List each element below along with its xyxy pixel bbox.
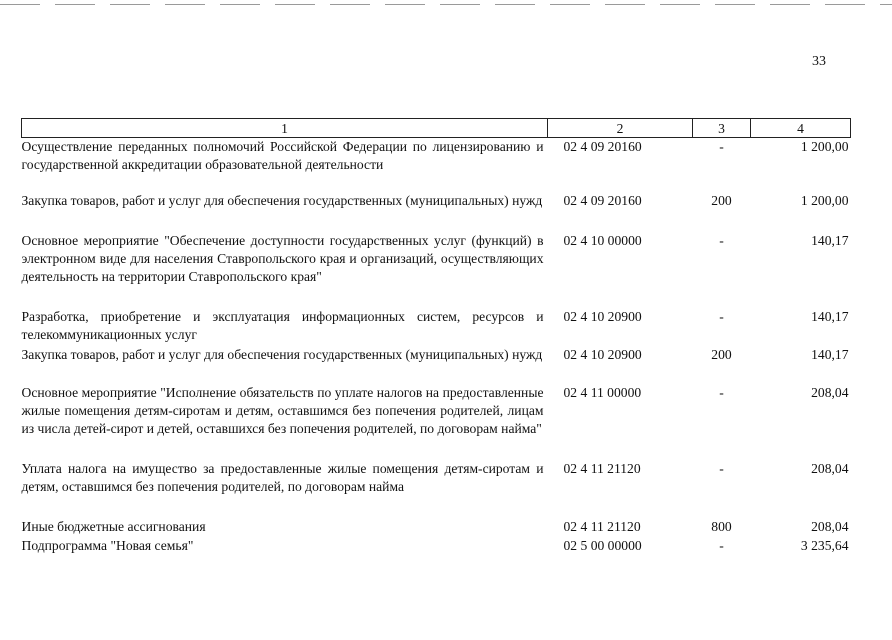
row-code: 02 4 11 21120 [563, 460, 641, 476]
row-code: 02 4 10 20900 [563, 346, 642, 362]
table-spacer-row [22, 500, 851, 518]
budget-table [21, 118, 851, 556]
row-amount: 208,04 [811, 384, 849, 400]
row-name: Осуществление переданных полномочий Российской Федерации по лицензированию и государственной аккредитации образовательной деятельности [21, 139, 544, 172]
table-row [22, 138, 851, 192]
row-amount: 140,17 [811, 232, 849, 248]
row-code: 02 4 10 00000 [563, 232, 642, 248]
row-name: Закупка товаров, работ и услуг для обеспечения государственных (муниципальных) нужд [21, 192, 543, 208]
column-header-name: 1 [22, 119, 548, 138]
row-type: 200 [711, 346, 732, 362]
table-row [22, 232, 851, 308]
table-header-row [22, 119, 851, 138]
row-name: Уплата налога на имущество за предоставленные жилые помещения детям-сиротам и детям, оставшимся без попечения родителей, по договорам найма [21, 460, 544, 494]
page-number: 33 [812, 54, 826, 69]
row-name: Основное мероприятие "Исполнение обязательств по уплате налогов на предоставленные жилые помещения детям-сиротам и детям, оставшимся без попечения родителей, лицам из числа детей-сирот и детей, оставшихся без попечения родителей, по договорам найма" [21, 384, 544, 436]
table-row [22, 192, 851, 232]
row-type: - [719, 139, 724, 154]
column-header-code: 2 [548, 119, 693, 138]
row-name: Подпрограмма "Новая семья" [21, 537, 194, 553]
row-type: 200 [711, 192, 732, 208]
row-amount: 140,17 [811, 346, 849, 362]
row-code: 02 4 10 20900 [563, 308, 642, 324]
table-row [22, 308, 851, 346]
scan-top-edge [0, 4, 892, 5]
row-name: Иные бюджетные ассигнования [21, 518, 206, 534]
row-type: - [719, 232, 724, 248]
row-amount: 140,17 [811, 308, 849, 324]
column-header-type: 3 [693, 119, 751, 138]
row-name: Разработка, приобретение и эксплуатация информационных систем, ресурсов и телекоммуникационных услуг [21, 308, 544, 342]
row-code: 02 4 11 00000 [563, 384, 642, 400]
row-amount: 1 200,00 [800, 192, 849, 208]
table-row [22, 518, 851, 537]
table-row [22, 384, 851, 460]
row-code: 02 4 11 21120 [563, 518, 641, 534]
table-row [22, 346, 851, 384]
row-code: 02 4 09 20160 [563, 139, 642, 154]
row-type: - [719, 537, 724, 553]
row-type: - [719, 460, 724, 476]
row-type: - [719, 308, 724, 324]
row-type: 800 [711, 518, 732, 534]
row-code: 02 4 09 20160 [563, 192, 642, 208]
row-name: Закупка товаров, работ и услуг для обеспечения государственных (муниципальных) нужд [21, 346, 543, 362]
row-code: 02 5 00 00000 [563, 537, 642, 553]
row-amount: 1 200,00 [800, 139, 849, 154]
row-amount: 208,04 [811, 518, 849, 534]
row-name: Основное мероприятие "Обеспечение доступности государственных услуг (функций) в электронном виде для населения Ставропольского края и организаций, осуществляющих деятельность на территории Ставропольского края" [21, 232, 544, 284]
row-amount: 3 235,64 [800, 537, 849, 553]
column-header-amount: 4 [751, 119, 851, 138]
row-amount: 208,04 [811, 460, 849, 476]
table-row [22, 537, 851, 556]
row-type: - [719, 384, 724, 400]
table-row [22, 460, 851, 500]
